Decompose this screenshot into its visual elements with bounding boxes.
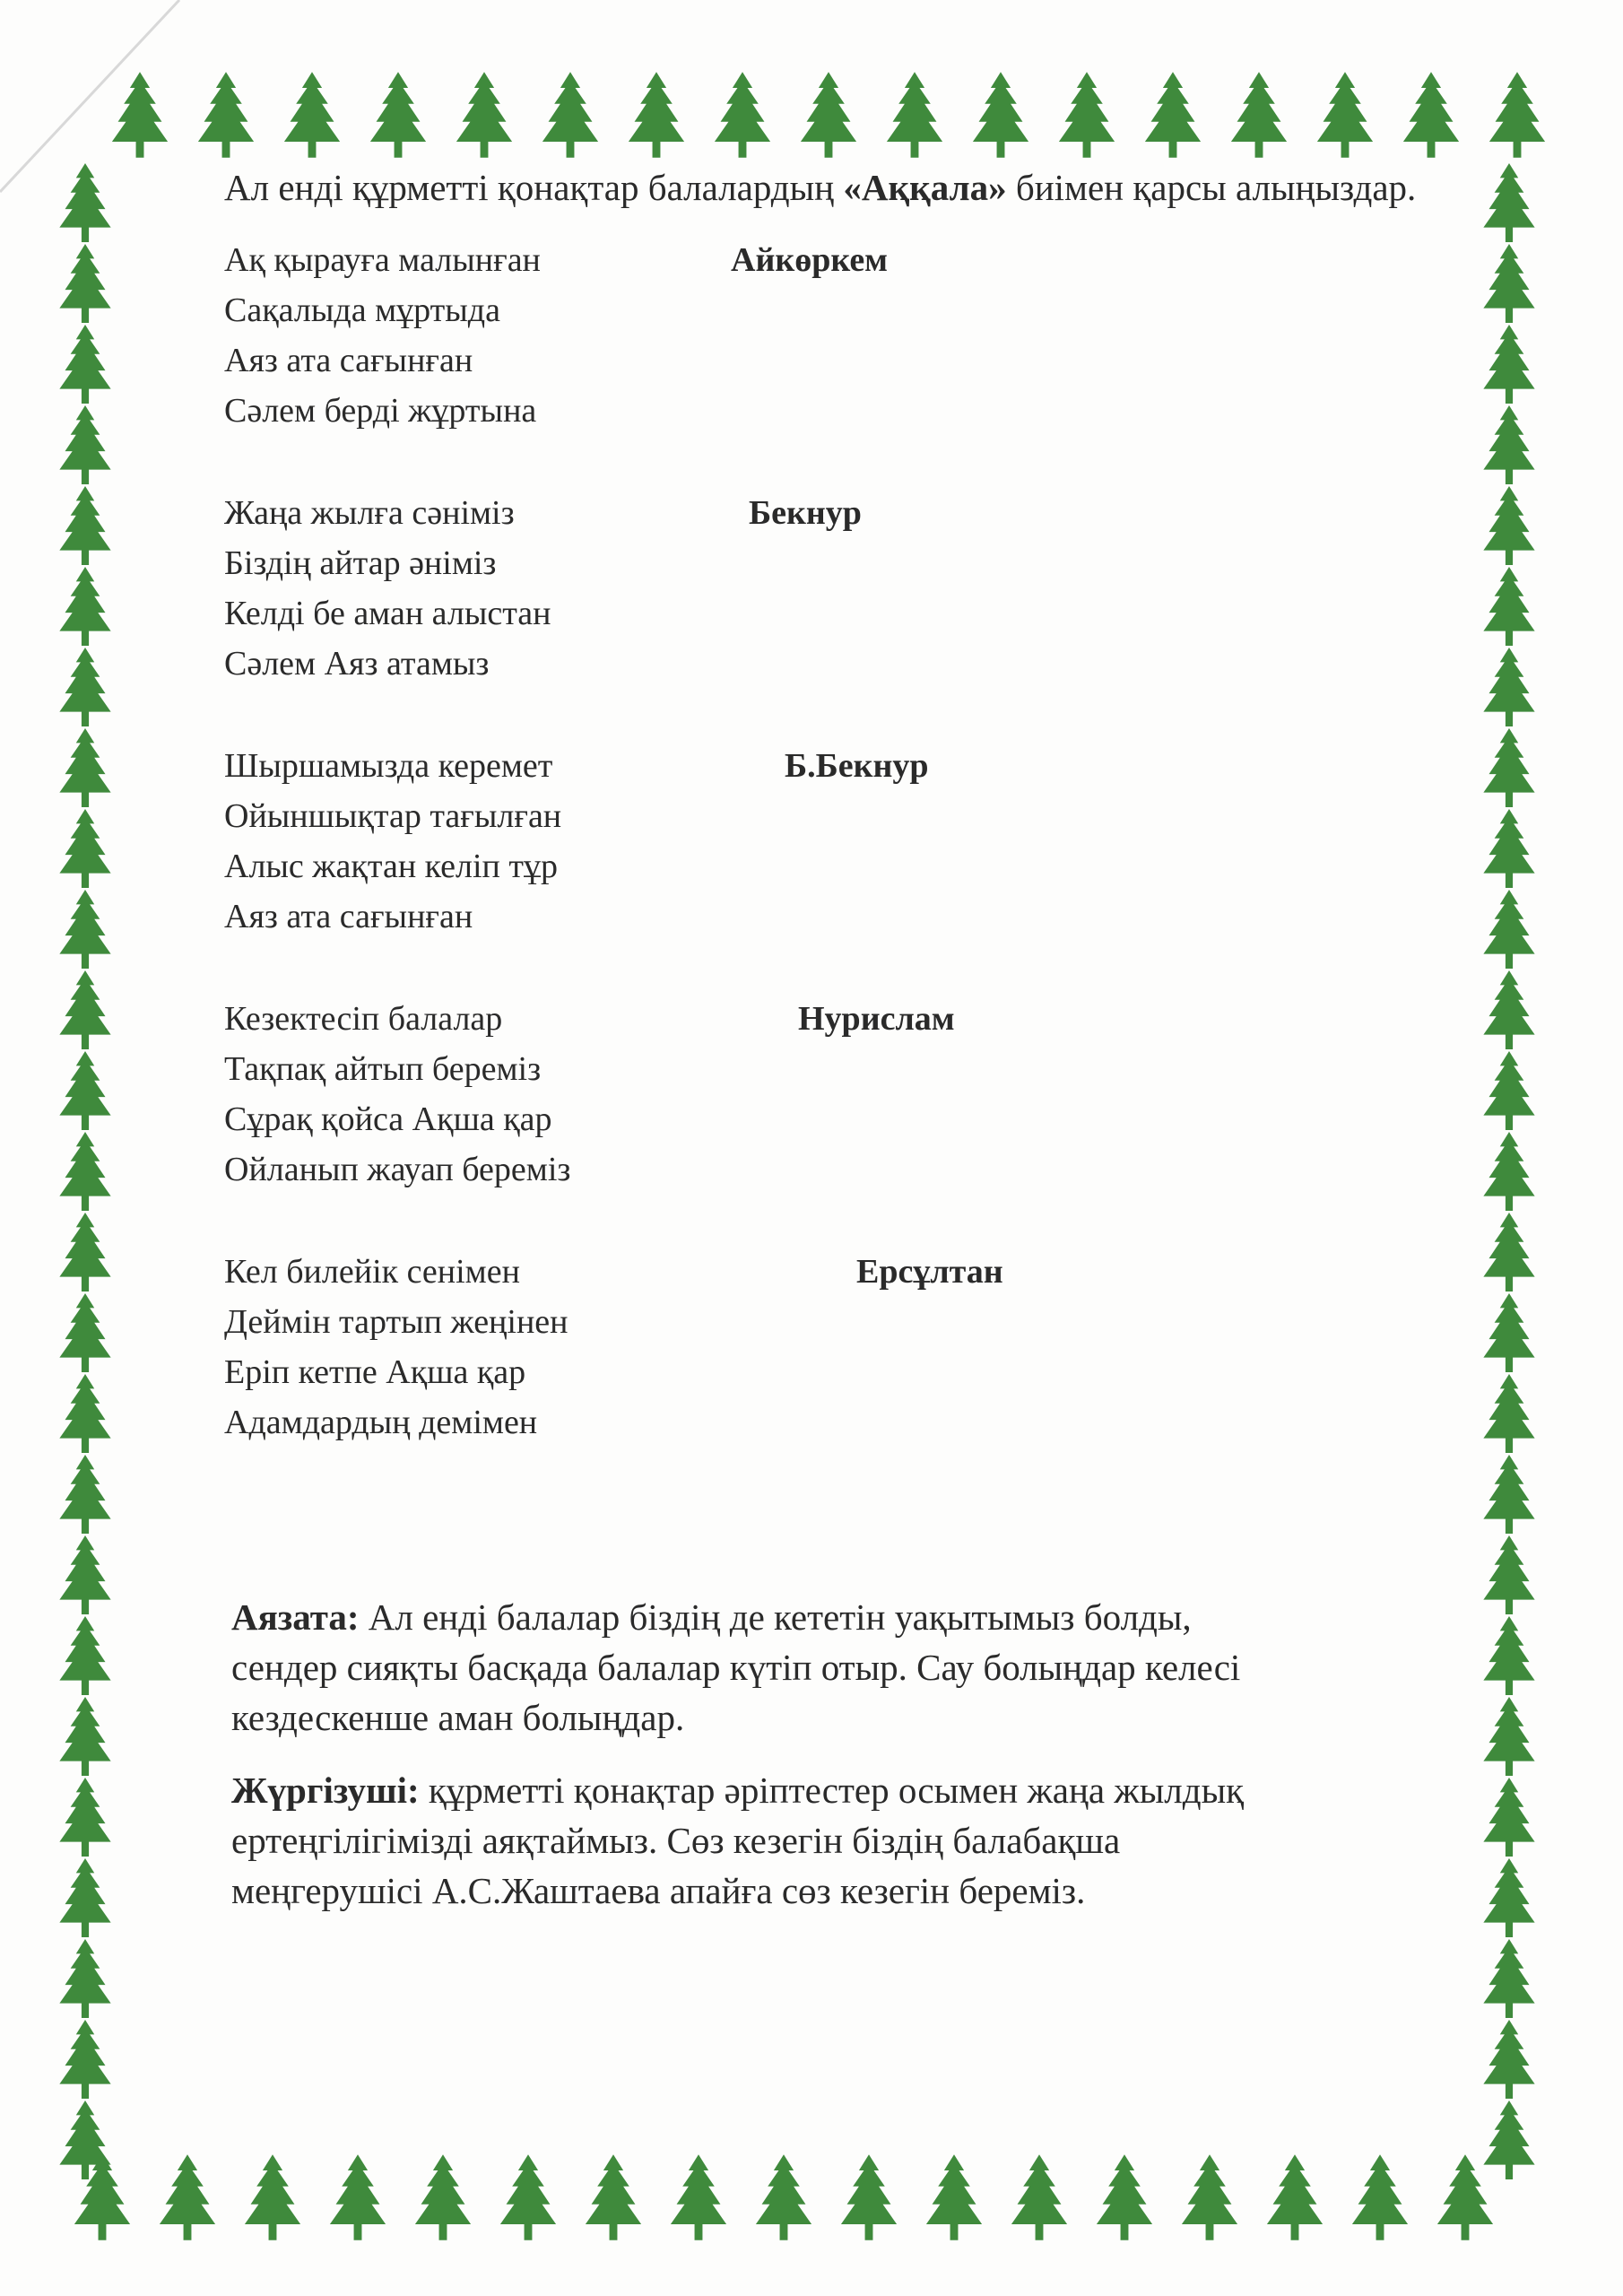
- poem-line: Келді бе аман алыстан: [224, 595, 551, 632]
- fir-tree-icon: [1483, 728, 1534, 807]
- fir-tree-icon: [59, 567, 110, 646]
- fir-tree-icon: [1483, 163, 1534, 242]
- fir-tree-icon: [59, 486, 110, 565]
- fir-tree-icon: [59, 1213, 110, 1292]
- fir-tree-icon: [330, 2154, 386, 2240]
- poem-line: Аяз ата сағынған: [224, 898, 473, 935]
- fir-tree-icon: [1483, 648, 1534, 726]
- dialogue-speaker: Жүргізуші:: [231, 1770, 420, 1811]
- fir-tree-icon: [59, 1697, 110, 1776]
- fir-tree-icon: [1403, 72, 1459, 158]
- poem-stanza: [224, 488, 1462, 741]
- fir-tree-icon: [59, 1939, 110, 2018]
- fir-tree-icon: [456, 72, 512, 158]
- poem-stanza: [224, 741, 1462, 994]
- poem-line: Алыс жақтан келіп тұр: [224, 848, 559, 885]
- dialogue-line: [231, 1692, 1451, 1743]
- dialogue-line: [231, 1642, 1451, 1692]
- fir-tree-icon: [59, 1616, 110, 1695]
- fir-tree-icon: [1483, 2020, 1534, 2099]
- fir-tree-icon: [671, 2154, 726, 2240]
- fir-tree-icon: [59, 244, 110, 323]
- fir-tree-icon: [59, 325, 110, 404]
- fir-tree-icon: [59, 809, 110, 888]
- poem-line: Біздің айтар әніміз: [224, 544, 497, 582]
- poem-line: Сұрақ қойса Ақша қар: [224, 1100, 552, 1138]
- fir-tree-icon: [1483, 2100, 1534, 2179]
- fir-tree-icon: [59, 405, 110, 484]
- poem-line: Адамдардың демімен: [224, 1404, 538, 1441]
- fir-tree-icon: [841, 2154, 897, 2240]
- fir-tree-icon: [1483, 1051, 1534, 1130]
- fir-tree-icon: [542, 72, 598, 158]
- fir-tree-icon: [59, 163, 110, 242]
- fir-tree-icon: [1483, 325, 1534, 404]
- dance-title: «Аққала»: [843, 167, 1007, 208]
- fir-tree-icon: [1352, 2154, 1408, 2240]
- fir-tree-icon: [1483, 486, 1534, 565]
- fir-tree-icon: [1483, 1778, 1534, 1857]
- fir-tree-icon: [1489, 72, 1545, 158]
- fir-tree-icon: [1483, 1293, 1534, 1372]
- poem-line: Жаңа жылға сәніміз: [224, 494, 515, 532]
- poem-line: Ойыншықтар тағылған: [224, 797, 562, 835]
- dialogue-text: Ал енді балалар біздің де кететін уақытымыз болды,: [359, 1596, 1192, 1638]
- dialogue-text: ертеңгілігімізді аяқтаймыз. Сөз кезегін біздің балабақша: [231, 1820, 1121, 1861]
- poem-stanza: [224, 1247, 1462, 1500]
- dialogue-paragraph: [231, 1592, 1451, 1743]
- dialogue-text: құрметті қонақтар әріптестер осымен жаңа жылдық: [419, 1770, 1245, 1811]
- fir-tree-icon: [59, 970, 110, 1049]
- fir-tree-icon: [1483, 1455, 1534, 1534]
- fir-tree-icon: [415, 2154, 471, 2240]
- intro-text-end: биімен қарсы алыңыздар.: [1006, 167, 1417, 208]
- fir-tree-icon: [1267, 2154, 1323, 2240]
- poem-line: Сәлем Аяз атамыз: [224, 645, 490, 683]
- fir-tree-icon: [59, 648, 110, 726]
- intro-paragraph: [224, 161, 1462, 213]
- fir-tree-icon: [500, 2154, 556, 2240]
- fir-tree-icon: [801, 72, 856, 158]
- fir-tree-icon: [1483, 1697, 1534, 1776]
- fir-tree-icon: [926, 2154, 982, 2240]
- poem-line: Сәлем берді жұртына: [224, 392, 537, 430]
- fir-tree-icon: [59, 1535, 110, 1614]
- fir-tree-icon: [1483, 890, 1534, 969]
- poem-line: Деймін тартып жеңінен: [224, 1303, 568, 1341]
- fir-tree-icon: [59, 728, 110, 807]
- speaker-name: Ерсұлтан: [856, 1253, 1003, 1291]
- fir-tree-icon: [59, 1778, 110, 1857]
- fir-tree-icon: [1097, 2154, 1152, 2240]
- poem-line: Аяз ата сағынған: [224, 342, 473, 379]
- poem-line: Шыршамызда керемет: [224, 747, 553, 785]
- fir-tree-icon: [59, 1455, 110, 1534]
- fir-tree-icon: [1483, 1132, 1534, 1211]
- fir-tree-icon: [1483, 244, 1534, 323]
- dialogue-speaker: Аязата:: [231, 1596, 360, 1638]
- fir-tree-icon: [59, 1132, 110, 1211]
- poem-line: Ақ қырауға малынған: [224, 241, 541, 279]
- fir-tree-icon: [887, 72, 942, 158]
- fir-tree-icon: [1059, 72, 1115, 158]
- poem-line: Кезектесіп балалар: [224, 1000, 503, 1038]
- fir-tree-icon: [1483, 1213, 1534, 1292]
- speaker-name: Нурислам: [798, 1000, 955, 1038]
- poem-stanzas: [224, 235, 1462, 1500]
- document-body: [224, 161, 1462, 1500]
- fir-tree-icon: [1483, 809, 1534, 888]
- fir-tree-icon: [1231, 72, 1287, 158]
- fir-tree-icon: [1145, 72, 1201, 158]
- fir-tree-icon: [1483, 405, 1534, 484]
- fir-tree-icon: [1437, 2154, 1493, 2240]
- dialogue-text: кездескенше аман болыңдар.: [231, 1697, 685, 1738]
- fir-tree-icon: [112, 72, 168, 158]
- fir-tree-icon: [1483, 1939, 1534, 2018]
- fir-tree-icon: [1483, 1858, 1534, 1937]
- speaker-name: Айкөркем: [731, 241, 889, 279]
- dialogue-line: [231, 1815, 1451, 1866]
- fir-tree-icon: [370, 72, 426, 158]
- fir-tree-icon: [1483, 1535, 1534, 1614]
- fir-tree-icon: [59, 1374, 110, 1453]
- fir-tree-icon: [1317, 72, 1373, 158]
- dialogue-line: [231, 1592, 1451, 1642]
- dialogue-text: сендер сияқты басқада балалар күтіп отыр. Сау болыңдар келесі: [231, 1647, 1241, 1688]
- fir-tree-icon: [59, 1293, 110, 1372]
- page-fold-shadow: [0, 0, 179, 192]
- fir-tree-icon: [586, 2154, 641, 2240]
- dialogue-text: меңгерушісі А.С.Жаштаева апайға сөз кезегін береміз.: [231, 1870, 1086, 1911]
- fir-tree-icon: [1182, 2154, 1237, 2240]
- fir-tree-icon: [715, 72, 770, 158]
- poem-line: Еріп кетпе Ақша қар: [224, 1353, 526, 1391]
- poem-line: Ойланып жауап береміз: [224, 1151, 571, 1188]
- dialogue-line: [231, 1866, 1451, 1916]
- fir-tree-icon: [59, 1858, 110, 1937]
- speaker-name: Бекнур: [749, 494, 862, 532]
- fir-tree-icon: [245, 2154, 300, 2240]
- fir-tree-icon: [629, 72, 684, 158]
- fir-tree-icon: [59, 1051, 110, 1130]
- fir-tree-icon: [1483, 1616, 1534, 1695]
- fir-tree-icon: [973, 72, 1028, 158]
- poem-line: Тақпақ айтып береміз: [224, 1050, 542, 1088]
- speaker-name: Б.Бекнур: [785, 747, 929, 785]
- fir-tree-icon: [1483, 567, 1534, 646]
- fir-tree-icon: [198, 72, 254, 158]
- fir-tree-icon: [160, 2154, 215, 2240]
- fir-tree-icon: [756, 2154, 812, 2240]
- poem-line: Кел билейік сенімен: [224, 1253, 520, 1291]
- fir-tree-icon: [59, 890, 110, 969]
- fir-tree-icon: [1483, 970, 1534, 1049]
- fir-tree-icon: [59, 2020, 110, 2099]
- fir-tree-icon: [1483, 1374, 1534, 1453]
- fir-tree-icon: [284, 72, 340, 158]
- fir-tree-icon: [1011, 2154, 1067, 2240]
- poem-line: Сақалыда мұртыда: [224, 291, 500, 329]
- poem-stanza: [224, 994, 1462, 1247]
- poem-stanza: [224, 235, 1462, 488]
- dialogue-paragraph: [231, 1765, 1451, 1916]
- dialogue-line: [231, 1765, 1451, 1815]
- intro-text: Ал енді құрметті қонақтар балалардың: [224, 167, 844, 208]
